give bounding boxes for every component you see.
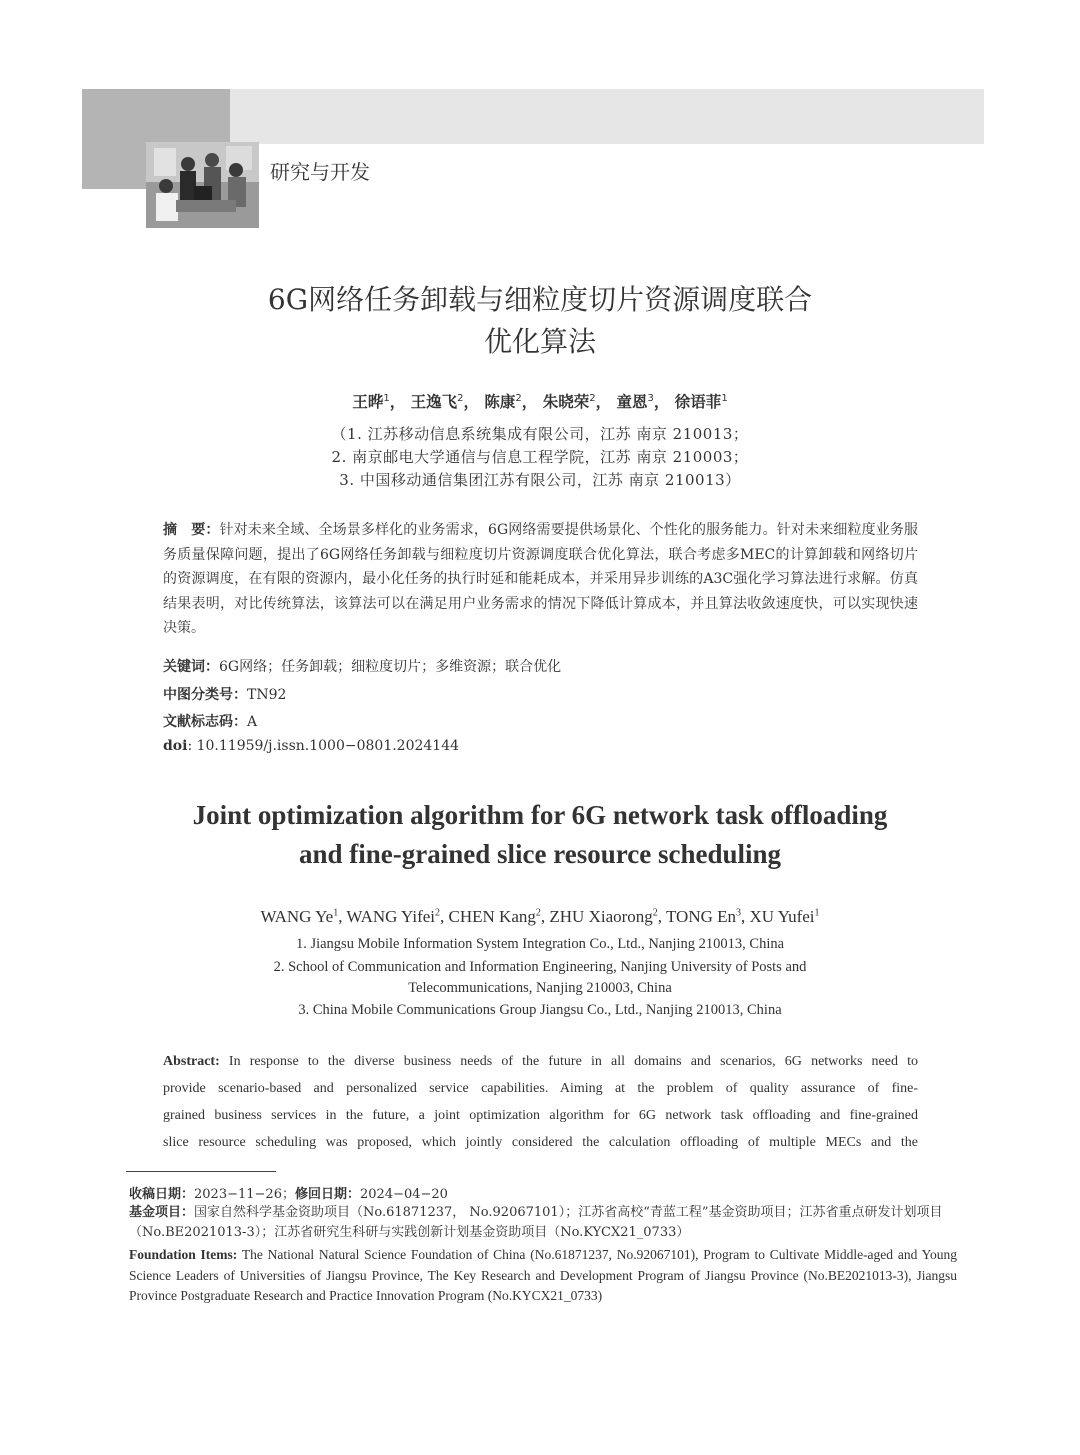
en-affiliation-1: 1. Jiangsu Mobile Information System Integration Co., Ltd., Nanjing 210013, China xyxy=(295,936,785,952)
keywords-text: 6G网络；任务卸载；细粒度切片；多维资源；联合优化 xyxy=(219,659,562,675)
fund-en-label: Foundation Items: xyxy=(129,1247,238,1262)
cn-keywords xyxy=(163,656,918,676)
en-abstract-line: provide scenario-based and personalized service capabilities. Aiming at the problem of quality assurance of fine- xyxy=(163,1081,918,1096)
doccode-value: A xyxy=(247,714,258,730)
cn-affiliation-3: 3. 中国移动通信集团江苏有限公司，江苏 南京 210013） xyxy=(339,471,741,489)
en-author: WANG Ye xyxy=(260,907,334,926)
en-authors: WANG Ye$^1$, WANG Yifei$^2$, CHEN Kang$^2$, ZHU Xiaorong$^2$, TONG En$^3$, XU Yufei$^1$ xyxy=(260,907,820,926)
en-abstract xyxy=(163,1048,918,1156)
author-sup: 2 xyxy=(515,392,522,404)
author-sup: 2 xyxy=(652,907,658,919)
en-abstract-line: Abstract: In response to the diverse business needs of the future in all domains and scenarios, 6G networks need to xyxy=(163,1054,918,1069)
cn-author: 徐语菲 xyxy=(674,393,722,411)
doi-value: : 10.11959/j.issn.1000−0801.2024144 xyxy=(187,738,460,754)
cn-author: 王晔 xyxy=(352,393,384,411)
en-title-line1: Joint optimization algorithm for 6G network task offloading xyxy=(192,800,888,830)
office-meeting-photo-icon xyxy=(146,142,259,228)
en-author: XU Yufei xyxy=(749,907,815,926)
author-sup: 2 xyxy=(435,907,441,919)
author-sup: 1 xyxy=(333,907,339,919)
footnote-fund-en xyxy=(129,1245,957,1307)
fund-cn-text: 国家自然科学基金资助项目（No.61871237， No.92067101）；江苏省高校“青蓝工程”基金资助项目；江苏省重点研发计划项目（No.BE2021013-3）；江苏省研究生科研与实践创新计划基金资助项目（No.KYCX21_0733） xyxy=(129,1205,943,1240)
cn-author: 陈康 xyxy=(484,393,516,411)
cn-affiliation-1: （1. 江苏移动信息系统集成有限公司，江苏 南京 210013； xyxy=(331,425,749,443)
revised-date: 2024−04−20 xyxy=(360,1187,448,1202)
en-abstract-label: Abstract: xyxy=(163,1054,220,1069)
author-sup: 2 xyxy=(457,392,464,404)
cn-abstract-text: 针对未来全域、全场景多样化的业务需求，6G网络需要提供场景化、个性化的服务能力。针对未来细粒度业务服务质量保障问题，提出了6G网络任务卸载与细粒度切片资源调度联合优化算法，联合考虑多MEC的计算卸载和网络切片的资源调度，在有限的资源内，最小化任务的执行时延和能耗成本，并采用异步训练的A3C强化学习算法进行求解。仿真结果表明，对比传统算法，该算法可以在满足用户业务需求的情况下降低计算成本，并且算法收敛速度快，可以实现快速决策。 xyxy=(163,522,918,636)
cn-author: 童恩 xyxy=(616,393,648,411)
author-sup: 3 xyxy=(647,392,654,404)
received-label: 收稿日期： xyxy=(129,1187,195,1202)
fund-cn-label: 基金项目： xyxy=(129,1205,195,1220)
cn-author: 朱晓荣 xyxy=(542,393,590,411)
clc-value: TN92 xyxy=(247,687,287,703)
fund-en-text: The National Natural Science Foundation of China (No.61871237, No.92067101), Program to Cultivate Middle-aged and Young Science Leaders of Universities of Jiangsu Province, The Key Research and Development Program of Jiangsu Province (No.BE2021013-3), Jiangsu Province Postgraduate Research and Practice Innovation Program (No.KYCX21_0733) xyxy=(129,1247,957,1303)
en-affiliation-2-line1: 2. School of Communication and Information Engineering, Nanjing University of Posts and xyxy=(273,959,807,975)
en-author: CHEN Kang xyxy=(448,907,536,926)
en-title-line2: and fine-grained slice resource scheduling xyxy=(298,839,781,869)
doi-label: doi xyxy=(163,738,188,754)
cn-title-line2: 优化算法 xyxy=(483,325,596,358)
doccode-label: 文献标志码： xyxy=(163,714,247,730)
en-author: WANG Yifei xyxy=(346,907,436,926)
en-affiliation-2-line2: Telecommunications, Nanjing 210003, China xyxy=(408,980,672,996)
en-abstract-line: grained business services in the future, a joint optimization algorithm for 6G network task offloading and fine-grained xyxy=(163,1108,918,1123)
en-author: ZHU Xiaorong xyxy=(549,907,653,926)
author-sup: 1 xyxy=(814,907,820,919)
cn-title-line1: 6G网络任务卸载与细粒度切片资源调度联合 xyxy=(267,283,813,316)
author-sup: 2 xyxy=(589,392,596,404)
cn-doccode xyxy=(163,711,918,731)
author-sup: 2 xyxy=(535,907,541,919)
revised-label: 修回日期： xyxy=(294,1187,360,1202)
cn-authors: 王晔$^1$， 王逸飞$^2$， 陈康$^2$， 朱晓荣$^2$， 童恩$^3$， 徐语菲$^1$ xyxy=(352,392,728,411)
author-sup: 1 xyxy=(721,392,728,404)
cn-abstract xyxy=(163,518,918,641)
section-label: 研究与开发 xyxy=(270,160,370,184)
received-date: 2023−11−26； xyxy=(194,1187,295,1202)
author-sup: 1 xyxy=(383,392,390,404)
cn-affiliation-2: 2. 南京邮电大学通信与信息工程学院，江苏 南京 210003； xyxy=(331,448,749,466)
cn-author: 王逸飞 xyxy=(410,393,458,411)
en-author: TONG En xyxy=(665,907,737,926)
cn-abstract-label: 摘 要： xyxy=(163,522,220,538)
clc-label: 中图分类号： xyxy=(163,687,247,703)
header-photo xyxy=(146,142,259,228)
en-abstract-line: slice resource scheduling was proposed, which jointly considered the calculation offloading of multiple MECs and the xyxy=(163,1135,918,1150)
footnote-rule xyxy=(126,1171,276,1172)
doi-line xyxy=(163,738,918,754)
keywords-label: 关键词： xyxy=(163,659,219,675)
author-sup: 3 xyxy=(736,907,742,919)
cn-clc xyxy=(163,684,918,704)
footnote-dates xyxy=(129,1183,957,1202)
footnote-fund-cn xyxy=(129,1203,957,1243)
en-affiliation-3: 3. China Mobile Communications Group Jiangsu Co., Ltd., Nanjing 210013, China xyxy=(298,1002,782,1018)
